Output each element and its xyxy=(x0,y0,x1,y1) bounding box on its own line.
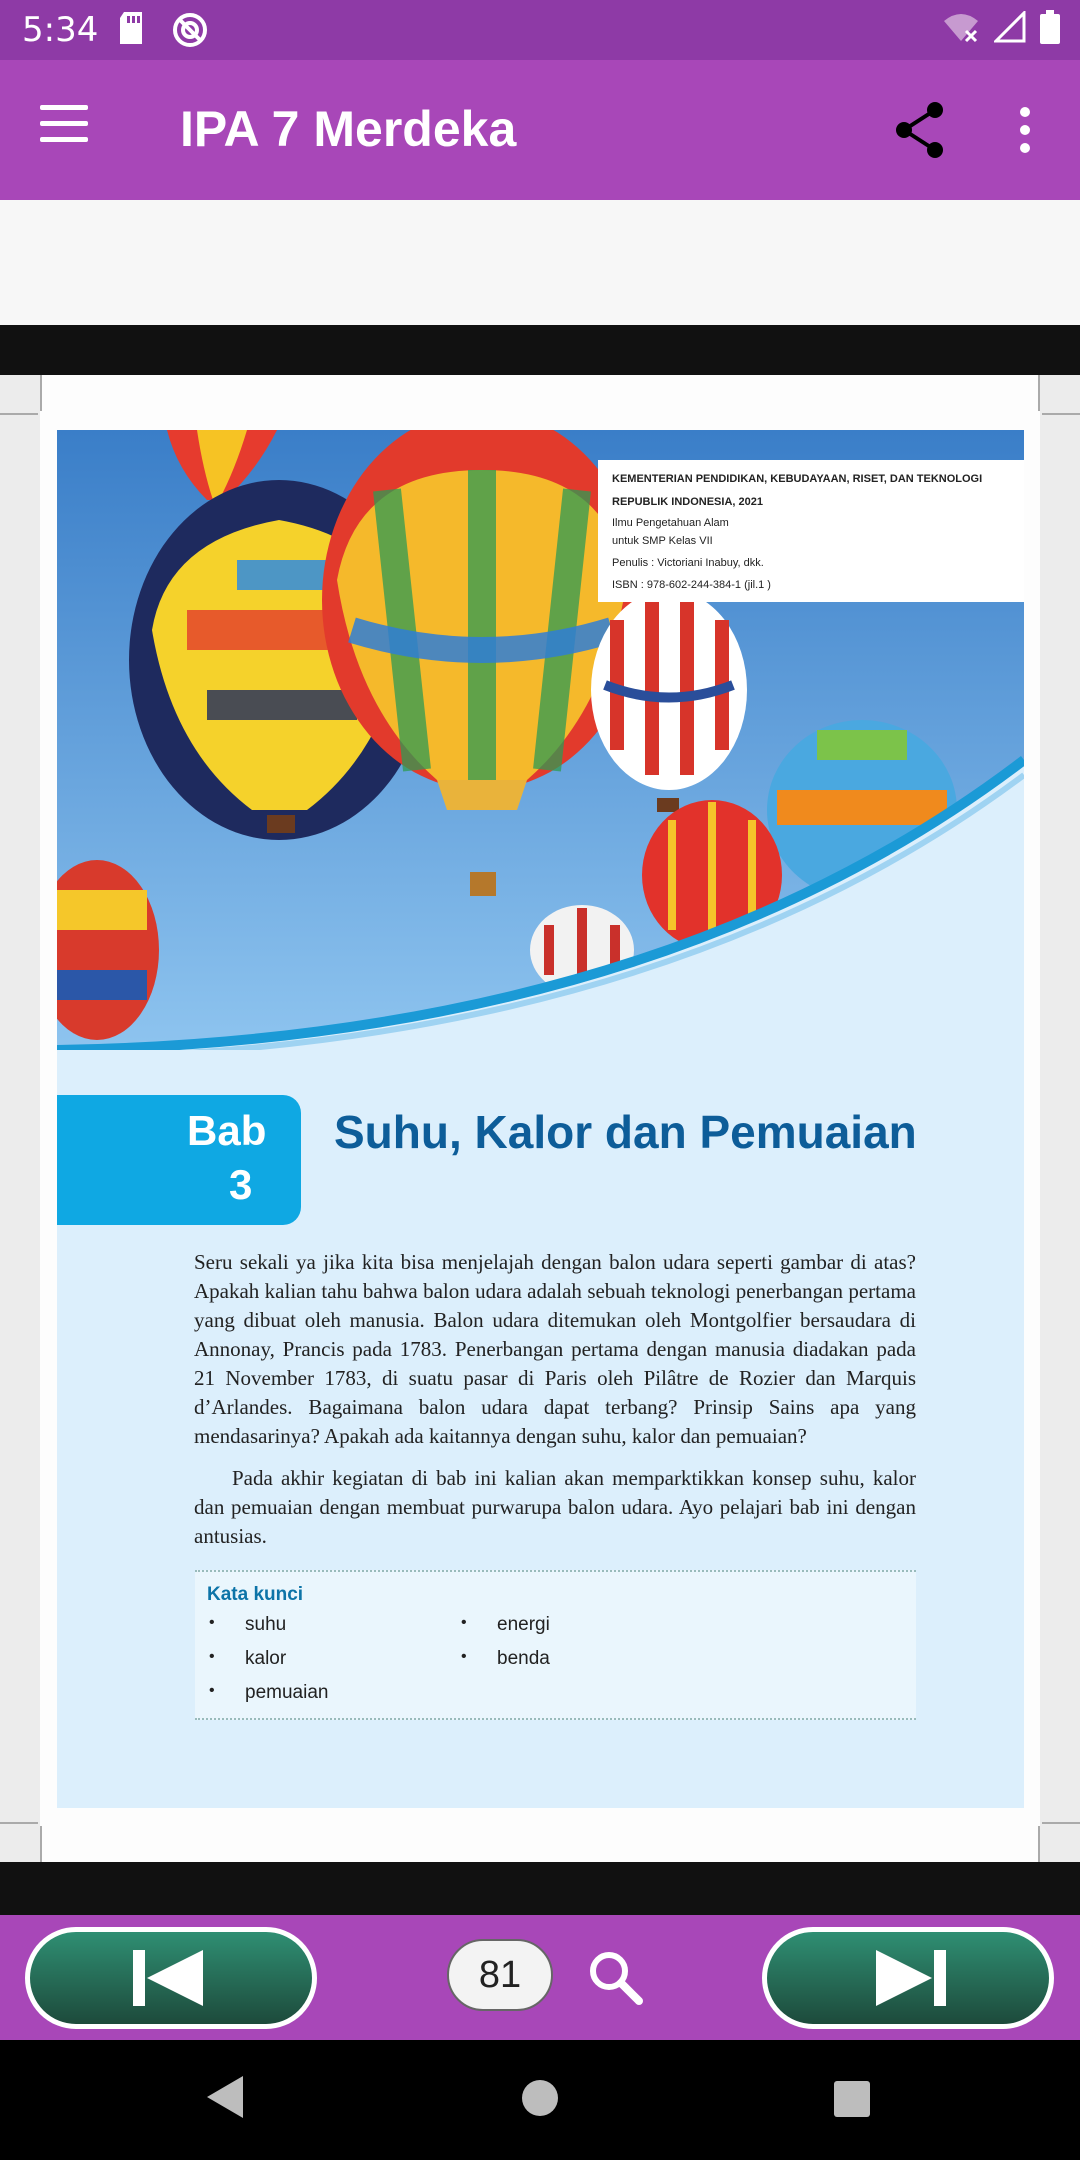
skip-next-icon xyxy=(868,1948,948,2008)
app-bar xyxy=(0,60,1080,200)
chapter-intro xyxy=(194,1248,916,1551)
back-icon[interactable] xyxy=(205,2074,245,2120)
page-navigation-bar xyxy=(0,1915,1080,2040)
share-icon[interactable] xyxy=(890,100,950,160)
publisher-line: REPUBLIK INDONESIA, 2021 xyxy=(612,496,763,508)
crop-mark xyxy=(0,413,38,415)
publisher-line: Ilmu Pengetahuan Alam xyxy=(612,517,729,529)
publisher-line: ISBN : 978-602-244-384-1 (jil.1 ) xyxy=(612,579,771,591)
system-navigation-bar xyxy=(0,2040,1080,2160)
skip-previous-icon xyxy=(131,1948,211,2008)
viewer-blank-area xyxy=(0,200,1080,325)
previous-page-button[interactable] xyxy=(25,1927,317,2029)
wifi-off-icon xyxy=(942,11,980,43)
viewer-separator-bottom xyxy=(0,1862,1080,1915)
status-time: 5:34 xyxy=(22,10,99,50)
paragraph: Pada akhir kegiatan di bab ini kalian akan memparktikkan konsep suhu, kalor dan pemuaian dengan membuat purwarupa balon udara. Ayo pelajari bab ini dengan antusias. xyxy=(194,1466,916,1548)
keyword-item: • pemuaian xyxy=(245,1682,328,1704)
crop-mark xyxy=(0,1822,38,1824)
more-vert-icon[interactable] xyxy=(1010,100,1040,160)
book-chapter-page xyxy=(57,430,1024,1808)
crop-mark xyxy=(1038,1826,1040,1862)
next-page-button[interactable] xyxy=(762,1927,1054,2029)
battery-icon xyxy=(1040,10,1060,44)
keyword-item: • energi xyxy=(497,1614,550,1636)
crop-mark xyxy=(40,375,42,411)
paragraph: Seru sekali ya jika kita bisa menjelajah dengan balon udara seperti gambar di atas? Apakah kalian tahu bahwa balon udara adalah sebuah teknologi penerbangan pertama yang dibuat oleh manusia. Balon udara ditemukan oleh Montgolfier bersaudara di Annonay, Prancis pada 1783. Penerbangan pertama dengan manusia diadakan pada 21 November 1783, di suatu pasar di Paris oleh Pilâtre de Rozier dan Marquis d’Arlandes. Bagaimana balon udara dapat terbang? Prinsip Sains apa yang mendasarinya? Apakah ada kaitannya dengan suhu, kalor dan pemuaian? xyxy=(194,1250,916,1448)
search-icon[interactable] xyxy=(585,1947,645,2007)
status-bar xyxy=(0,0,1080,60)
recents-icon[interactable] xyxy=(834,2081,870,2117)
keyword-item: • kalor xyxy=(245,1648,286,1670)
chapter-title: Suhu, Kalor dan Pemuaian xyxy=(334,1106,917,1158)
viewer-separator-top xyxy=(0,325,1080,375)
crop-mark xyxy=(40,1826,42,1862)
sync-icon xyxy=(172,12,208,48)
crop-mark xyxy=(1042,1822,1080,1824)
home-icon[interactable] xyxy=(522,2080,558,2116)
menu-icon[interactable] xyxy=(40,105,100,155)
publisher-info xyxy=(598,460,1024,602)
status-icons-right xyxy=(942,10,1060,44)
keywords-box xyxy=(195,1570,916,1720)
status-icons-left xyxy=(118,12,208,48)
publisher-line: KEMENTERIAN PENDIDIKAN, KEBUDAYAAN, RISET, DAN TEKNOLOGI xyxy=(612,473,983,485)
crop-mark xyxy=(1038,375,1040,411)
page-number[interactable]: 81 xyxy=(447,1939,553,2011)
keyword-item: • benda xyxy=(497,1648,550,1670)
keyword-item: • suhu xyxy=(245,1614,286,1636)
sd-card-icon xyxy=(118,12,144,44)
keywords-title: Kata kunci xyxy=(207,1584,304,1605)
chapter-label: Bab xyxy=(187,1107,267,1154)
publisher-line: untuk SMP Kelas VII xyxy=(612,535,713,547)
signal-icon xyxy=(994,11,1026,43)
crop-mark xyxy=(1042,413,1080,415)
publisher-line: Penulis : Victoriani Inabuy, dkk. xyxy=(612,557,764,569)
chapter-tab xyxy=(57,1095,301,1225)
chapter-number: 3 xyxy=(229,1161,253,1208)
app-title: IPA 7 Merdeka xyxy=(180,101,517,157)
